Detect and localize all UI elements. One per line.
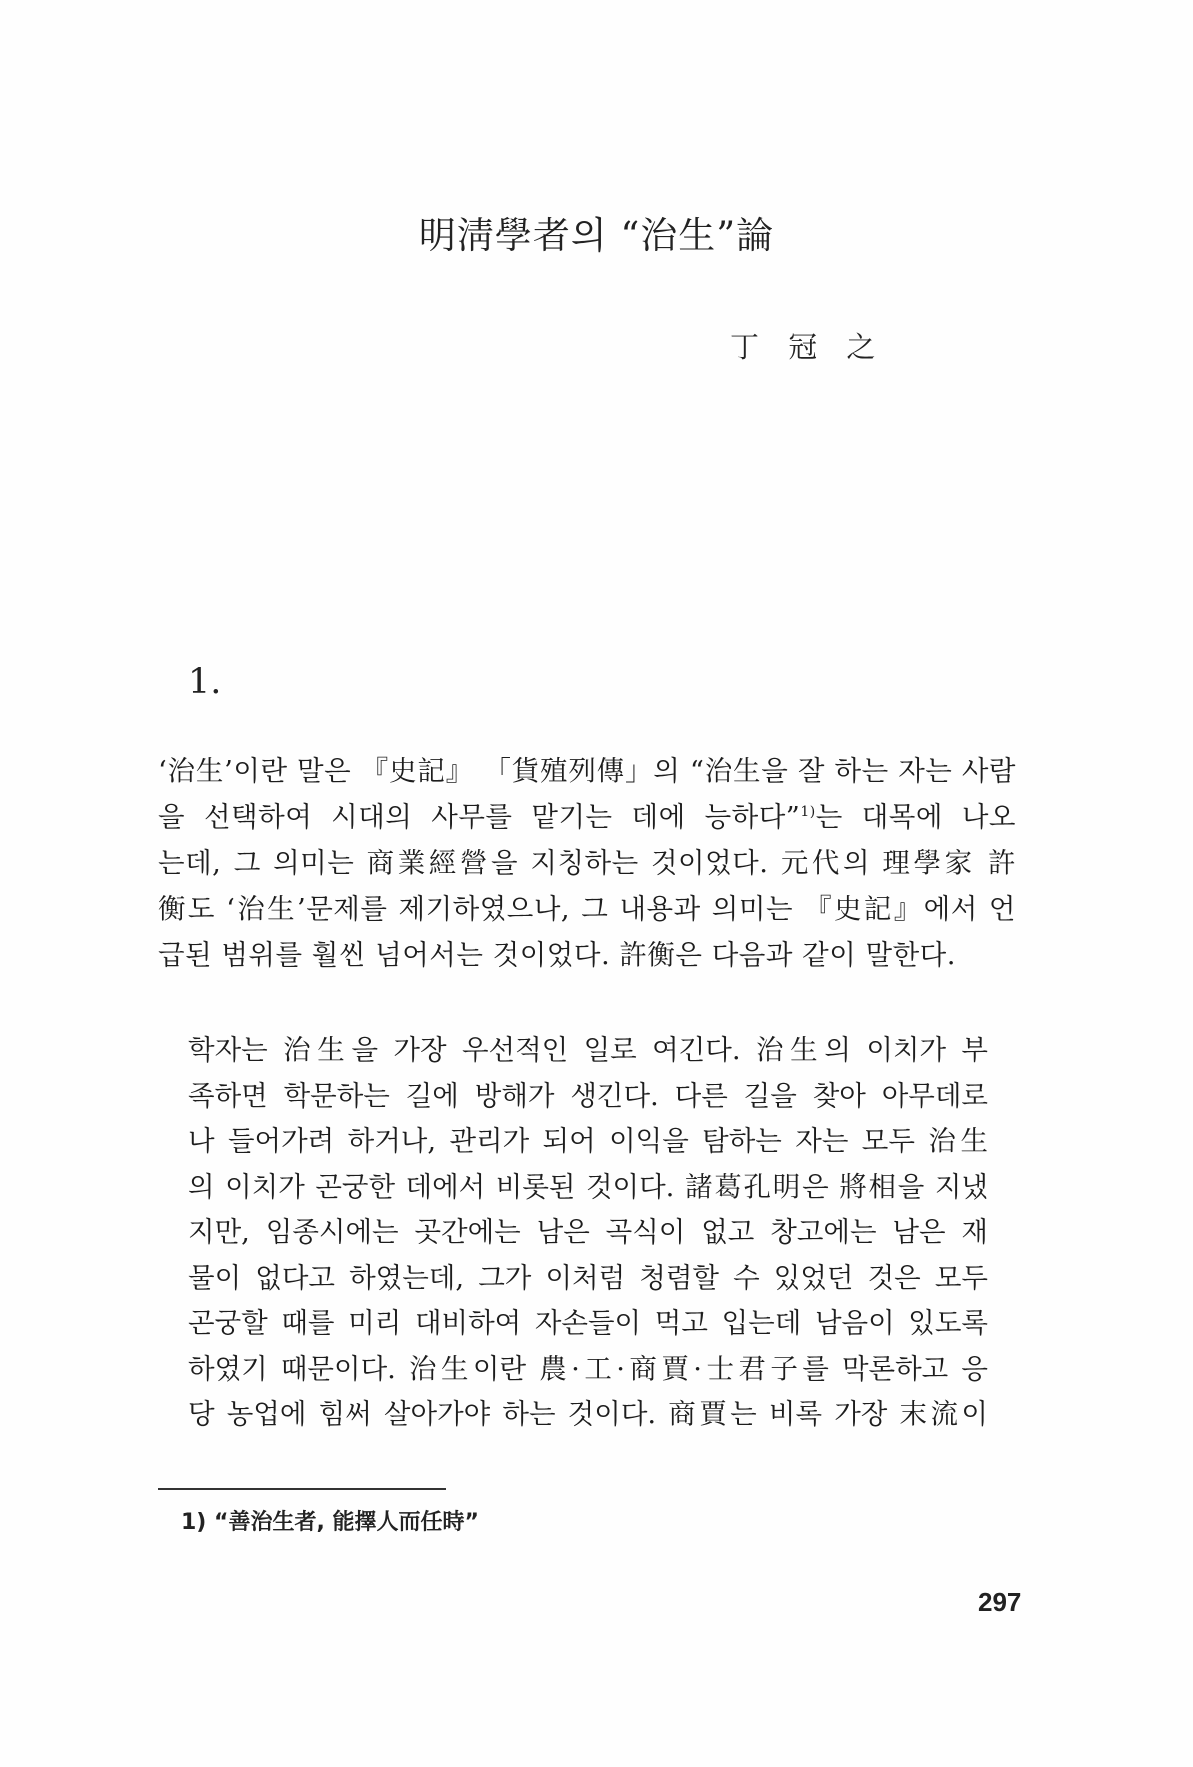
quote-line: 곤궁할 때를 미리 대비하여 자손들이 먹고 입는데 남음이 있도록 [188, 1307, 988, 1339]
block-quote [188, 1028, 988, 1438]
author-name: 丁 冠 之 [730, 330, 886, 364]
quote-line: 물이 없다고 하였는데, 그가 이처럼 청렴할 수 있었던 것은 모두 [188, 1261, 988, 1294]
paragraph-line-with-footnote [158, 794, 1016, 840]
quote-line: 지만, 임종시에는 곳간에는 남은 곡식이 없고 창고에는 남은 재 [188, 1216, 988, 1248]
page-number: 297 [978, 1587, 1022, 1617]
quote-line: 학자는 治生을 가장 우선적인 일로 여긴다. 治生의 이치가 부 [188, 1034, 988, 1066]
section-number: 1. [188, 662, 222, 702]
paragraph-line: ‘治生’이란 말은 『史記』 「貨殖列傳」의 “治生을 잘 하는 자는 사람 [158, 755, 1016, 787]
paragraph-line-text: 을 선택하여 시대의 사무를 맡기는 데에 능하다” [158, 801, 801, 833]
quote-line: 당 농업에 힘써 살아가야 하는 것이다. 商賈는 비록 가장 末流이 [188, 1398, 988, 1430]
body-paragraph [158, 748, 1016, 978]
footnote-divider [158, 1488, 446, 1490]
footnote: 1) “善治生者, 能擇人而任時” [181, 1510, 479, 1535]
footnote-reference[interactable]: 1) [800, 803, 816, 820]
paragraph-line-tail: 는 대목에 나오 [815, 801, 1016, 833]
quote-line: 의 이치가 곤궁한 데에서 비롯된 것이다. 諸葛孔明은 將相을 지냈 [188, 1170, 988, 1203]
paragraph-line: 衡도 ‘治生’문제를 제기하였으나, 그 내용과 의미는 『史記』에서 언 [158, 893, 1016, 925]
paragraph-line: 급된 범위를 훨씬 넘어서는 것이었다. 許衡은 다음과 같이 말한다. [158, 939, 956, 971]
quote-line: 하였기 때문이다. 治生이란 農·工·商賈·士君子를 막론하고 응 [188, 1352, 988, 1385]
paragraph-line: 는데, 그 의미는 商業經營을 지칭하는 것이었다. 元代의 理學家 許 [158, 847, 1016, 879]
quote-line: 나 들어가려 하거나, 관리가 되어 이익을 탐하는 자는 모두 治生 [188, 1125, 988, 1157]
quote-line: 족하면 학문하는 길에 방해가 생긴다. 다른 길을 찾아 아무데로 [188, 1079, 988, 1112]
article-title: 明淸學者의 “治生”論 [418, 214, 775, 257]
